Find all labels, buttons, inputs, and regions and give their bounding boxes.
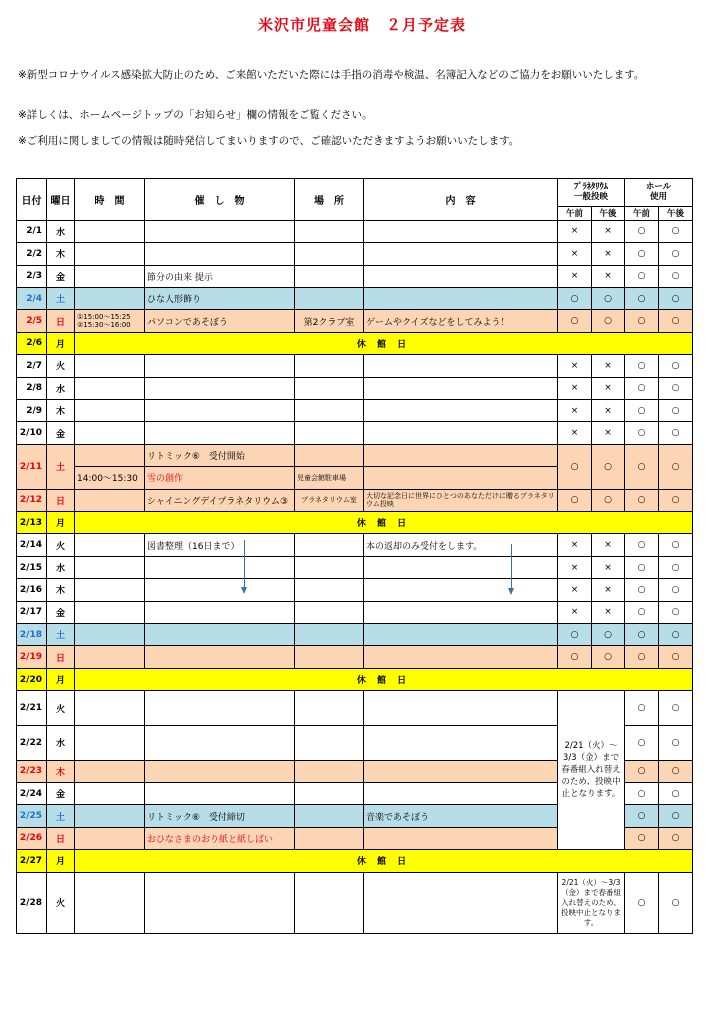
table-row xyxy=(17,668,693,690)
header-content: 内 容 xyxy=(364,179,558,221)
header-event: 催 し 物 xyxy=(145,179,295,221)
table-row xyxy=(17,377,693,399)
notice-covid: ※新型コロナウイルス感染拡大防止のため、ご来館いただいた際には手指の消毒や検温、名簿記入などのご協力をお願いいたします。 xyxy=(18,69,645,81)
hall-am-mark: ○ xyxy=(625,725,659,760)
event-cell: リトミック⑥ 受付締切 xyxy=(145,805,295,827)
header-weekday: 曜日 xyxy=(47,179,75,221)
hall-pm-mark: ○ xyxy=(659,287,693,309)
planetarium-am-mark: × xyxy=(558,220,592,242)
hall-pm-mark: ○ xyxy=(659,646,693,668)
hall-pm-mark: ○ xyxy=(659,422,693,444)
hall-pm-mark: ○ xyxy=(659,265,693,287)
date-cell: 2/2 xyxy=(17,243,47,265)
schedule-table xyxy=(16,178,693,934)
date-cell: 2/16 xyxy=(17,579,47,601)
table-row xyxy=(17,422,693,444)
planetarium-am-mark: × xyxy=(558,422,592,444)
table-row xyxy=(17,850,693,872)
notice-homepage: ※詳しくは、ホームページトップの「お知らせ」欄の情報をご覧ください。 xyxy=(18,109,373,121)
weekday-cell: 水 xyxy=(47,377,75,399)
weekday-cell: 木 xyxy=(47,400,75,422)
planetarium-pm-mark: × xyxy=(592,601,625,623)
table-row xyxy=(17,265,693,287)
hall-am-mark: ○ xyxy=(625,601,659,623)
planetarium-am-mark: ○ xyxy=(558,287,592,309)
content-cell: 本の返却のみ受付をします。 xyxy=(364,534,558,556)
date-cell: 2/19 xyxy=(17,646,47,668)
date-cell: 2/17 xyxy=(17,601,47,623)
event-cell: パソコンであそぼう xyxy=(145,310,295,332)
date-cell: 2/7 xyxy=(17,355,47,377)
event-cell: 雪の創作 xyxy=(145,467,295,489)
date-cell: 2/6 xyxy=(17,332,47,354)
planetarium-pm-mark: ○ xyxy=(592,489,625,511)
table-row xyxy=(17,287,693,309)
weekday-cell: 月 xyxy=(47,668,75,690)
planetarium-am-mark: × xyxy=(558,601,592,623)
hall-pm-mark: ○ xyxy=(659,624,693,646)
header-hall-am: 午前 xyxy=(625,206,659,220)
event-cell: 図書整理（16日まで） xyxy=(145,534,295,556)
hall-am-mark: ○ xyxy=(625,422,659,444)
weekday-cell: 土 xyxy=(47,444,75,489)
weekday-cell: 日 xyxy=(47,827,75,849)
header-planetarium-am: 午前 xyxy=(558,206,592,220)
hall-am-mark: ○ xyxy=(625,265,659,287)
hall-pm-mark: ○ xyxy=(659,782,693,804)
table-row xyxy=(17,691,693,726)
hall-pm-mark: ○ xyxy=(659,355,693,377)
table-row xyxy=(17,579,693,601)
hall-pm-mark: ○ xyxy=(659,377,693,399)
planetarium-pm-mark: ○ xyxy=(592,624,625,646)
weekday-cell: 木 xyxy=(47,243,75,265)
closed-day-label: 休 館 日 xyxy=(75,668,693,690)
table-row xyxy=(17,332,693,354)
date-cell: 2/5 xyxy=(17,310,47,332)
table-row xyxy=(17,872,693,933)
content-cell: ゲームやクイズなどをしてみよう！ xyxy=(364,310,558,332)
table-row xyxy=(17,512,693,534)
date-cell: 2/14 xyxy=(17,534,47,556)
hall-pm-mark: ○ xyxy=(659,444,693,489)
weekday-cell: 金 xyxy=(47,265,75,287)
header-hall-pm: 午後 xyxy=(659,206,693,220)
date-cell: 2/1 xyxy=(17,220,47,242)
hall-am-mark: ○ xyxy=(625,355,659,377)
planetarium-pm-mark: × xyxy=(592,355,625,377)
weekday-cell: 土 xyxy=(47,624,75,646)
planetarium-am-mark: ○ xyxy=(558,624,592,646)
table-row xyxy=(17,534,693,556)
event-cell: ひな人形飾り xyxy=(145,287,295,309)
weekday-cell: 月 xyxy=(47,332,75,354)
hall-am-mark: ○ xyxy=(625,489,659,511)
hall-am-mark: ○ xyxy=(625,760,659,782)
planetarium-pm-mark: ○ xyxy=(592,310,625,332)
page-title: 米沢市児童会館 ２月予定表 xyxy=(257,16,466,34)
date-cell: 2/8 xyxy=(17,377,47,399)
hall-am-mark: ○ xyxy=(625,579,659,601)
hall-am-mark: ○ xyxy=(625,782,659,804)
planetarium-pm-mark: × xyxy=(592,534,625,556)
date-cell: 2/23 xyxy=(17,760,47,782)
planetarium-am-mark: ○ xyxy=(558,489,592,511)
hall-pm-mark: ○ xyxy=(659,760,693,782)
date-cell: 2/21 xyxy=(17,691,47,726)
hall-am-mark: ○ xyxy=(625,691,659,726)
weekday-cell: 日 xyxy=(47,310,75,332)
date-cell: 2/10 xyxy=(17,422,47,444)
planetarium-am-mark: × xyxy=(558,265,592,287)
weekday-cell: 月 xyxy=(47,850,75,872)
table-row xyxy=(17,310,693,332)
event-cell: シャイニングデイプラネタリウム③ xyxy=(145,489,295,511)
hall-pm-mark: ○ xyxy=(659,556,693,578)
hall-pm-mark: ○ xyxy=(659,310,693,332)
place-cell: 児童会館駐車場 xyxy=(295,467,364,489)
planetarium-am-mark: × xyxy=(558,556,592,578)
hall-am-mark: ○ xyxy=(625,377,659,399)
date-cell: 2/12 xyxy=(17,489,47,511)
weekday-cell: 土 xyxy=(47,287,75,309)
weekday-cell: 日 xyxy=(47,489,75,511)
planetarium-am-mark: ○ xyxy=(558,444,592,489)
date-cell: 2/3 xyxy=(17,265,47,287)
date-cell: 2/25 xyxy=(17,805,47,827)
weekday-cell: 火 xyxy=(47,691,75,726)
weekday-cell: 水 xyxy=(47,556,75,578)
time-slot-1: ①15:00～15:25 xyxy=(77,313,131,322)
table-row xyxy=(17,444,693,466)
hall-am-mark: ○ xyxy=(625,287,659,309)
table-row xyxy=(17,243,693,265)
event-cell: おひなさまのおり紙と紙しばい xyxy=(145,827,295,849)
weekday-cell: 土 xyxy=(47,805,75,827)
hall-pm-mark: ○ xyxy=(659,872,693,933)
hall-am-mark: ○ xyxy=(625,220,659,242)
planetarium-pm-mark: × xyxy=(592,220,625,242)
hall-pm-mark: ○ xyxy=(659,725,693,760)
planetarium-am-mark: × xyxy=(558,243,592,265)
table-row xyxy=(17,489,693,511)
hall-pm-mark: ○ xyxy=(659,489,693,511)
content-cell: 大切な記念日に世界にひとつのあなただけに贈るプラネタリウム投映 xyxy=(364,489,558,511)
hall-am-mark: ○ xyxy=(625,243,659,265)
hall-pm-mark: ○ xyxy=(659,579,693,601)
date-cell: 2/4 xyxy=(17,287,47,309)
planetarium-pm-mark: × xyxy=(592,243,625,265)
table-row xyxy=(17,646,693,668)
hall-pm-mark: ○ xyxy=(659,601,693,623)
hall-am-mark: ○ xyxy=(625,400,659,422)
weekday-cell: 金 xyxy=(47,601,75,623)
planetarium-am-mark: × xyxy=(558,355,592,377)
content-cell: 音楽であそぼう xyxy=(364,805,558,827)
hall-pm-mark: ○ xyxy=(659,534,693,556)
table-row xyxy=(17,400,693,422)
date-cell: 2/28 xyxy=(17,872,47,933)
planetarium-am-mark: × xyxy=(558,534,592,556)
planetarium-suspension-note-2: 2/21（火）～3/3（金）まで春番組入れ替えのため、投映中止となります。 xyxy=(558,872,625,933)
hall-am-mark: ○ xyxy=(625,556,659,578)
time-cell xyxy=(75,310,145,332)
time-cell: 14:00～15:30 xyxy=(75,467,145,489)
table-row xyxy=(17,220,693,242)
date-cell: 2/20 xyxy=(17,668,47,690)
weekday-cell: 火 xyxy=(47,534,75,556)
header-time: 時 間 xyxy=(75,179,145,221)
weekday-cell: 木 xyxy=(47,760,75,782)
header-place: 場 所 xyxy=(295,179,364,221)
planetarium-suspension-note: 2/21（火）～3/3（金）まで春番組入れ替えのため、投映中止となります。 xyxy=(558,691,625,850)
planetarium-am-mark: ○ xyxy=(558,310,592,332)
weekday-cell: 金 xyxy=(47,422,75,444)
weekday-cell: 日 xyxy=(47,646,75,668)
planetarium-pm-mark: ○ xyxy=(592,444,625,489)
planetarium-am-mark: × xyxy=(558,400,592,422)
table-row xyxy=(17,556,693,578)
header-planetarium: ﾌﾟﾗﾈﾀﾘｳﾑ 一般投映 xyxy=(558,179,625,207)
hall-pm-mark: ○ xyxy=(659,691,693,726)
date-cell: 2/26 xyxy=(17,827,47,849)
event-cell: 節分の由来 提示 xyxy=(145,265,295,287)
weekday-cell: 金 xyxy=(47,782,75,804)
hall-am-mark: ○ xyxy=(625,310,659,332)
header-planetarium-pm: 午後 xyxy=(592,206,625,220)
hall-pm-mark: ○ xyxy=(659,400,693,422)
hall-am-mark: ○ xyxy=(625,624,659,646)
planetarium-am-mark: × xyxy=(558,377,592,399)
hall-pm-mark: ○ xyxy=(659,220,693,242)
date-cell: 2/27 xyxy=(17,850,47,872)
date-cell: 2/9 xyxy=(17,400,47,422)
planetarium-am-mark: ○ xyxy=(558,646,592,668)
weekday-cell: 木 xyxy=(47,579,75,601)
planetarium-pm-mark: × xyxy=(592,422,625,444)
hall-pm-mark: ○ xyxy=(659,805,693,827)
planetarium-pm-mark: × xyxy=(592,579,625,601)
weekday-cell: 水 xyxy=(47,220,75,242)
hall-am-mark: ○ xyxy=(625,805,659,827)
date-cell: 2/11 xyxy=(17,444,47,489)
place-cell: プラネタリウム室 xyxy=(295,489,364,511)
weekday-cell: 水 xyxy=(47,725,75,760)
hall-am-mark: ○ xyxy=(625,872,659,933)
notice-updates: ※ご利用に関しましての情報は随時発信してまいりますので、ご確認いただきますようお願いいたします。 xyxy=(18,135,520,147)
header-hall: ホール 使用 xyxy=(625,179,693,207)
hall-am-mark: ○ xyxy=(625,444,659,489)
date-cell: 2/22 xyxy=(17,725,47,760)
place-cell: 第2クラブ室 xyxy=(295,310,364,332)
date-cell: 2/15 xyxy=(17,556,47,578)
table-row xyxy=(17,601,693,623)
date-cell: 2/13 xyxy=(17,512,47,534)
planetarium-pm-mark: × xyxy=(592,377,625,399)
closed-day-label: 休 館 日 xyxy=(75,332,693,354)
weekday-cell: 月 xyxy=(47,512,75,534)
event-cell: リトミック⑥ 受付開始 xyxy=(145,444,295,466)
date-cell: 2/18 xyxy=(17,624,47,646)
planetarium-pm-mark: × xyxy=(592,400,625,422)
table-row xyxy=(17,355,693,377)
hall-pm-mark: ○ xyxy=(659,827,693,849)
planetarium-am-mark: × xyxy=(558,579,592,601)
planetarium-pm-mark: × xyxy=(592,556,625,578)
hall-am-mark: ○ xyxy=(625,827,659,849)
closed-day-label: 休 館 日 xyxy=(75,850,693,872)
planetarium-pm-mark: ○ xyxy=(592,646,625,668)
weekday-cell: 火 xyxy=(47,872,75,933)
time-slot-2: ②15:30～16:00 xyxy=(77,321,131,330)
hall-am-mark: ○ xyxy=(625,534,659,556)
table-row xyxy=(17,624,693,646)
header-date: 日付 xyxy=(17,179,47,221)
planetarium-pm-mark: ○ xyxy=(592,287,625,309)
hall-am-mark: ○ xyxy=(625,646,659,668)
date-cell: 2/24 xyxy=(17,782,47,804)
closed-day-label: 休 館 日 xyxy=(75,512,693,534)
hall-pm-mark: ○ xyxy=(659,243,693,265)
planetarium-pm-mark: × xyxy=(592,265,625,287)
weekday-cell: 火 xyxy=(47,355,75,377)
